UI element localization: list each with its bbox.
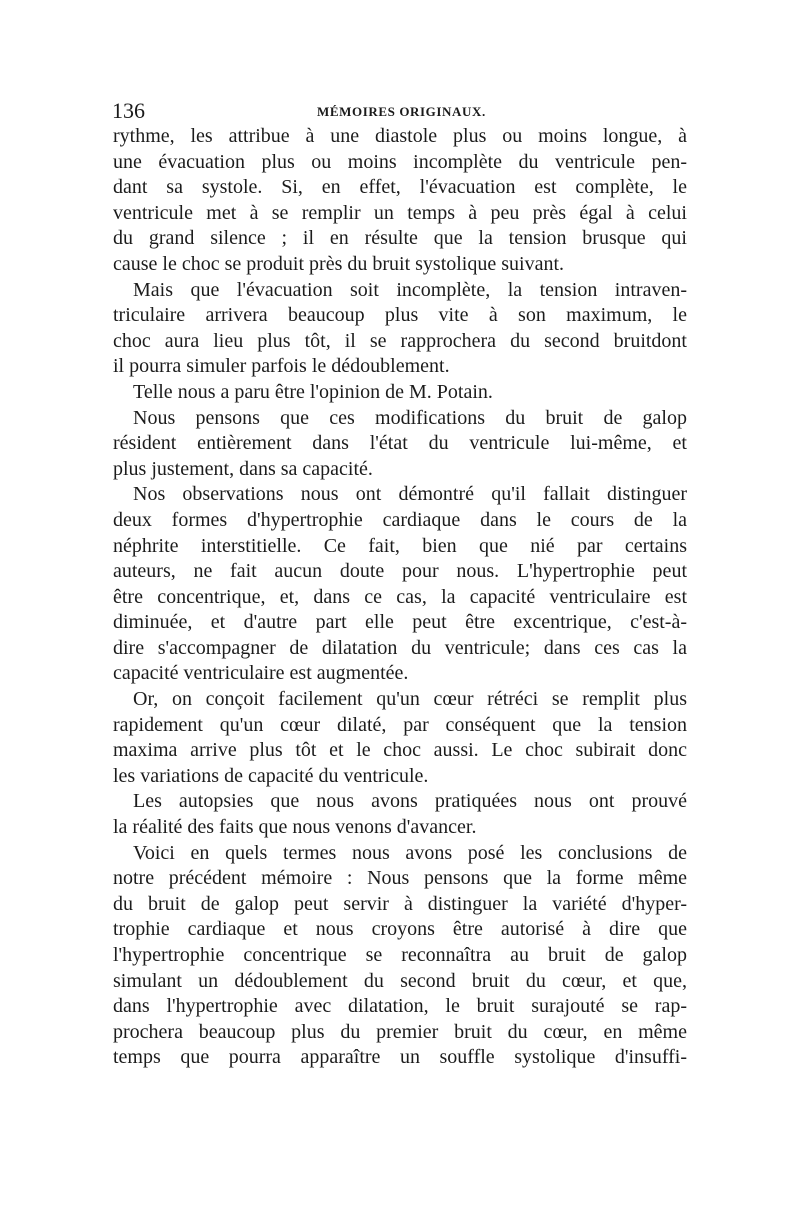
text-line: du bruit de galop peut servir à distinguer la variété d'hyper- (113, 892, 687, 915)
text-line: choc aura lieu plus tôt, il se rapprochera du second bruitdont (113, 329, 687, 352)
text-line: simulant un dédoublement du second bruit du cœur, et que, (113, 969, 687, 992)
text-line: Les autopsies que nous avons pratiquées nous ont prouvé (133, 790, 687, 813)
text-line: l'hypertrophie concentrique se reconnaîtra au bruit de galop (113, 944, 687, 966)
text-line: prochera beaucoup plus du premier bruit du cœur, en même (113, 1020, 687, 1043)
text-line: rythme, les attribue à une diastole plus ou moins longue, à (113, 125, 687, 147)
text-line: dans l'hypertrophie avec dilatation, le bruit surajouté se rap- (113, 995, 687, 1018)
text-line: maxima arrive plus tôt et le choc aussi. Le choc subirait donc (113, 739, 687, 762)
text-line: temps que pourra apparaître un souffle systolique d'insuffi- (113, 1046, 687, 1069)
text-line: deux formes d'hypertrophie cardiaque dans le cours de la (113, 508, 687, 531)
text-line: notre précédent mémoire : Nous pensons que la forme même (113, 867, 687, 890)
text-line: dire s'accompagner de dilatation du ventricule; dans ces cas la (113, 636, 687, 659)
text-line: rapidement qu'un cœur dilaté, par conséquent que la tension (113, 713, 687, 736)
text-line: il pourra simuler parfois le dédoublement. (113, 355, 450, 378)
text-line: diminuée, et d'autre part elle peut être excentrique, c'est-à- (113, 611, 687, 634)
text-line: la réalité des faits que nous venons d'avancer. (113, 816, 477, 839)
text-line: Voici en quels termes nous avons posé les conclusions de (133, 841, 687, 864)
text-line: résident entièrement dans l'état du ventricule lui-même, et (113, 432, 687, 455)
text-line: Telle nous a paru être l'opinion de M. Potain. (133, 380, 493, 403)
text-line: néphrite interstitielle. Ce fait, bien que nié par certains (113, 534, 687, 557)
text-line: auteurs, ne fait aucun doute pour nous. L'hypertrophie peut (113, 560, 687, 583)
text-line: capacité ventriculaire est augmentée. (113, 662, 409, 685)
text-line: triculaire arrivera beaucoup plus vite à son maximum, le (113, 304, 687, 327)
text-line: ventricule met à se remplir un temps à peu près égal à celui (113, 201, 687, 224)
text-line: Nous pensons que ces modifications du bruit de galop (133, 406, 687, 429)
text-line: Or, on conçoit facilement qu'un cœur rétréci se remplit plus (133, 688, 687, 711)
text-line: dant sa systole. Si, en effet, l'évacuation est complète, le (113, 176, 687, 199)
text-line: cause le choc se produit près du bruit systolique suivant. (113, 252, 565, 275)
text-line: les variations de capacité du ventricule. (113, 764, 429, 787)
text-line: trophie cardiaque et nous croyons être autorisé à dire que (113, 918, 687, 941)
page-number: 136 (112, 98, 145, 123)
text-line: une évacuation plus ou moins incomplète du ventricule pen- (113, 150, 687, 173)
body-text (113, 124, 687, 1071)
text-line: être concentrique, et, dans ce cas, la capacité ventriculaire est (113, 585, 687, 608)
text-line: du grand silence ; il en résulte que la tension brusque qui (113, 227, 687, 250)
text-line: plus justement, dans sa capacité. (113, 457, 373, 480)
text-line: Nos observations nous ont démontré qu'il fallait distinguer (133, 483, 687, 506)
text-line: Mais que l'évacuation soit incomplète, la tension intraven- (133, 278, 687, 301)
running-title: MÉMOIRES ORIGINAUX. (317, 104, 486, 119)
